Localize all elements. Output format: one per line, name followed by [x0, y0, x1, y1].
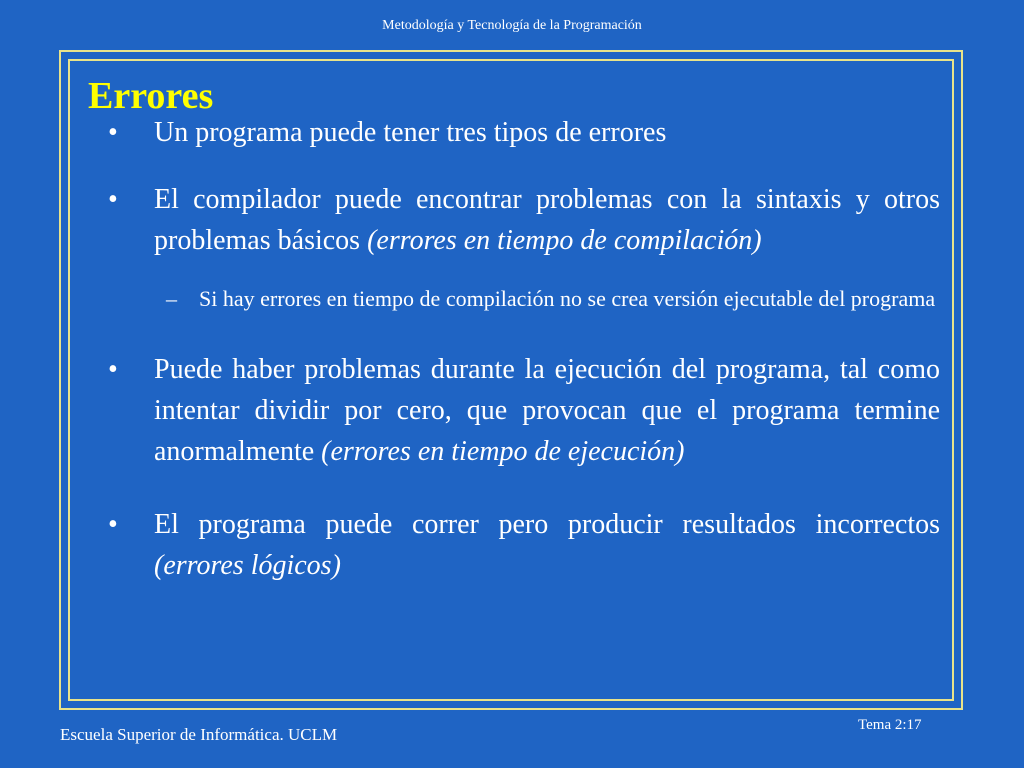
- bullet-text: [154, 349, 940, 472]
- bullet-marker: •: [108, 184, 118, 215]
- bullet-marker: •: [108, 117, 118, 148]
- bullet-item: [108, 504, 940, 586]
- slide-number: Tema 2:17: [858, 717, 922, 733]
- course-header: Metodología y Tecnología de la Programación: [382, 18, 642, 33]
- sub-bullet-item: [166, 283, 940, 315]
- bullet-text-italic: (errores lógicos): [154, 550, 341, 581]
- bullet-text: [154, 112, 940, 153]
- bullet-item: [108, 112, 940, 153]
- footer-institution: Escuela Superior de Informática. UCLM: [60, 725, 338, 744]
- bullet-text-italic: (errores en tiempo de compilación): [367, 225, 762, 256]
- sub-bullet-marker: –: [166, 286, 177, 311]
- slide-title: Errores: [88, 75, 214, 117]
- sub-bullet-text: Si hay errores en tiempo de compilación no se crea versión ejecutable del programa: [199, 286, 936, 311]
- bullet-text-plain: El compilador puede encontrar problemas con la sintaxis y otros problemas básicos: [154, 184, 940, 256]
- bullet-item: [108, 349, 940, 472]
- bullet-text-plain: Puede haber problemas durante la ejecución del programa, tal como intentar dividir por cero, que provocan que el programa termine anormalmente: [154, 354, 940, 467]
- slide-content: [108, 112, 940, 586]
- bullet-text: [154, 504, 940, 586]
- bullet-item: [108, 179, 940, 261]
- bullet-text-italic: (errores en tiempo de ejecución): [321, 436, 685, 467]
- bullet-marker: •: [108, 354, 118, 385]
- bullet-text-plain: El programa puede correr pero producir resultados incorrectos: [154, 509, 940, 540]
- bullet-text-plain: Un programa puede tener tres tipos de errores: [154, 117, 667, 148]
- bullet-text: [154, 179, 940, 261]
- bullet-marker: •: [108, 509, 118, 540]
